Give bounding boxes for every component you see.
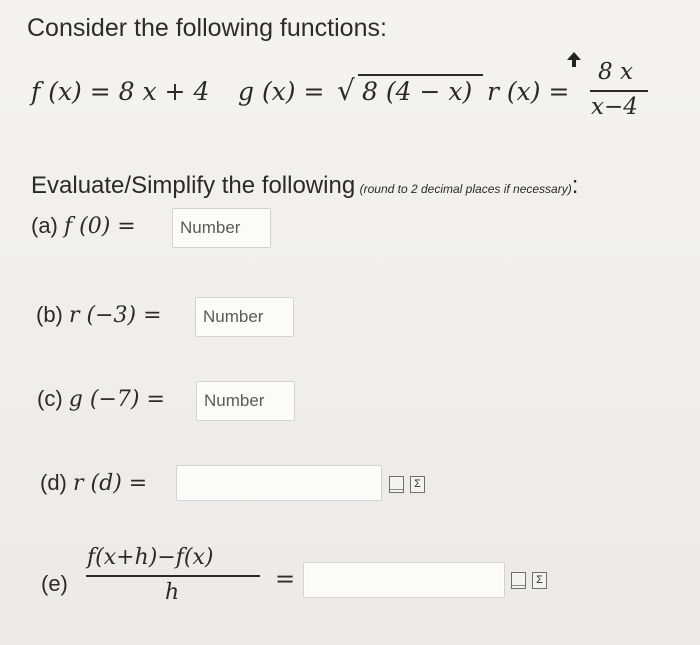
- part-e-sigma-icon[interactable]: Σ: [532, 572, 547, 589]
- part-b-placeholder: Number: [203, 307, 264, 326]
- function-g-radicand: 8 (4 − x): [362, 77, 473, 106]
- part-d-input[interactable]: [176, 465, 382, 501]
- part-b-expression: r (−3) =: [69, 303, 162, 328]
- part-c-placeholder: Number: [204, 391, 265, 410]
- part-b-letter: (b): [36, 302, 63, 327]
- sqrt-vinculum: [358, 74, 483, 76]
- function-f-lhs: f (x) =: [31, 77, 119, 106]
- instruction-note: (round to 2 decimal places if necessary): [359, 182, 572, 196]
- function-r-denominator: x−4: [591, 94, 638, 120]
- instruction-main: Evaluate/Simplify the following: [31, 172, 356, 199]
- function-r-lhs: r (x) =: [487, 77, 570, 106]
- instruction-colon: :: [571, 172, 579, 199]
- function-r-numerator: 8 x: [598, 59, 633, 85]
- question-heading: Consider the following functions:: [27, 14, 387, 42]
- function-f-definition: [31, 77, 209, 106]
- part-c-expression: g (−7) =: [68, 387, 165, 412]
- function-f-rhs: 8 x + 4: [118, 77, 210, 106]
- part-d-letter: (d): [40, 470, 67, 495]
- part-e-fraction-bar: [86, 575, 260, 577]
- function-g-definition: [238, 77, 324, 106]
- part-c-input[interactable]: [196, 381, 295, 421]
- part-c-label: [37, 386, 165, 412]
- part-c-letter: (c): [37, 386, 63, 411]
- fraction-bar: [590, 90, 648, 92]
- part-d-preview-icon[interactable]: [389, 476, 404, 493]
- part-d-label: [40, 470, 147, 496]
- sqrt-sign: √: [337, 74, 355, 107]
- part-a-letter: (a): [31, 213, 58, 238]
- part-e-letter: (e): [41, 571, 68, 596]
- part-a-expression: f (0) =: [64, 214, 136, 239]
- mouse-cursor: [567, 52, 581, 68]
- part-e-denominator: h: [165, 580, 180, 605]
- part-e-equals: =: [275, 565, 296, 593]
- part-a-input[interactable]: [172, 208, 271, 248]
- part-b-label: [36, 302, 162, 328]
- part-a-label: [31, 213, 136, 239]
- part-d-expression: r (d) =: [73, 471, 148, 496]
- function-g-lhs: g (x) =: [238, 77, 325, 106]
- part-b-input[interactable]: [195, 297, 294, 337]
- part-d-sigma-icon[interactable]: Σ: [410, 476, 425, 493]
- part-e-input[interactable]: [303, 562, 505, 598]
- instruction: [31, 172, 578, 200]
- part-e-preview-icon[interactable]: [511, 572, 526, 589]
- part-a-placeholder: Number: [180, 218, 241, 237]
- part-e-numerator: f(x+h)−f(x): [87, 545, 214, 570]
